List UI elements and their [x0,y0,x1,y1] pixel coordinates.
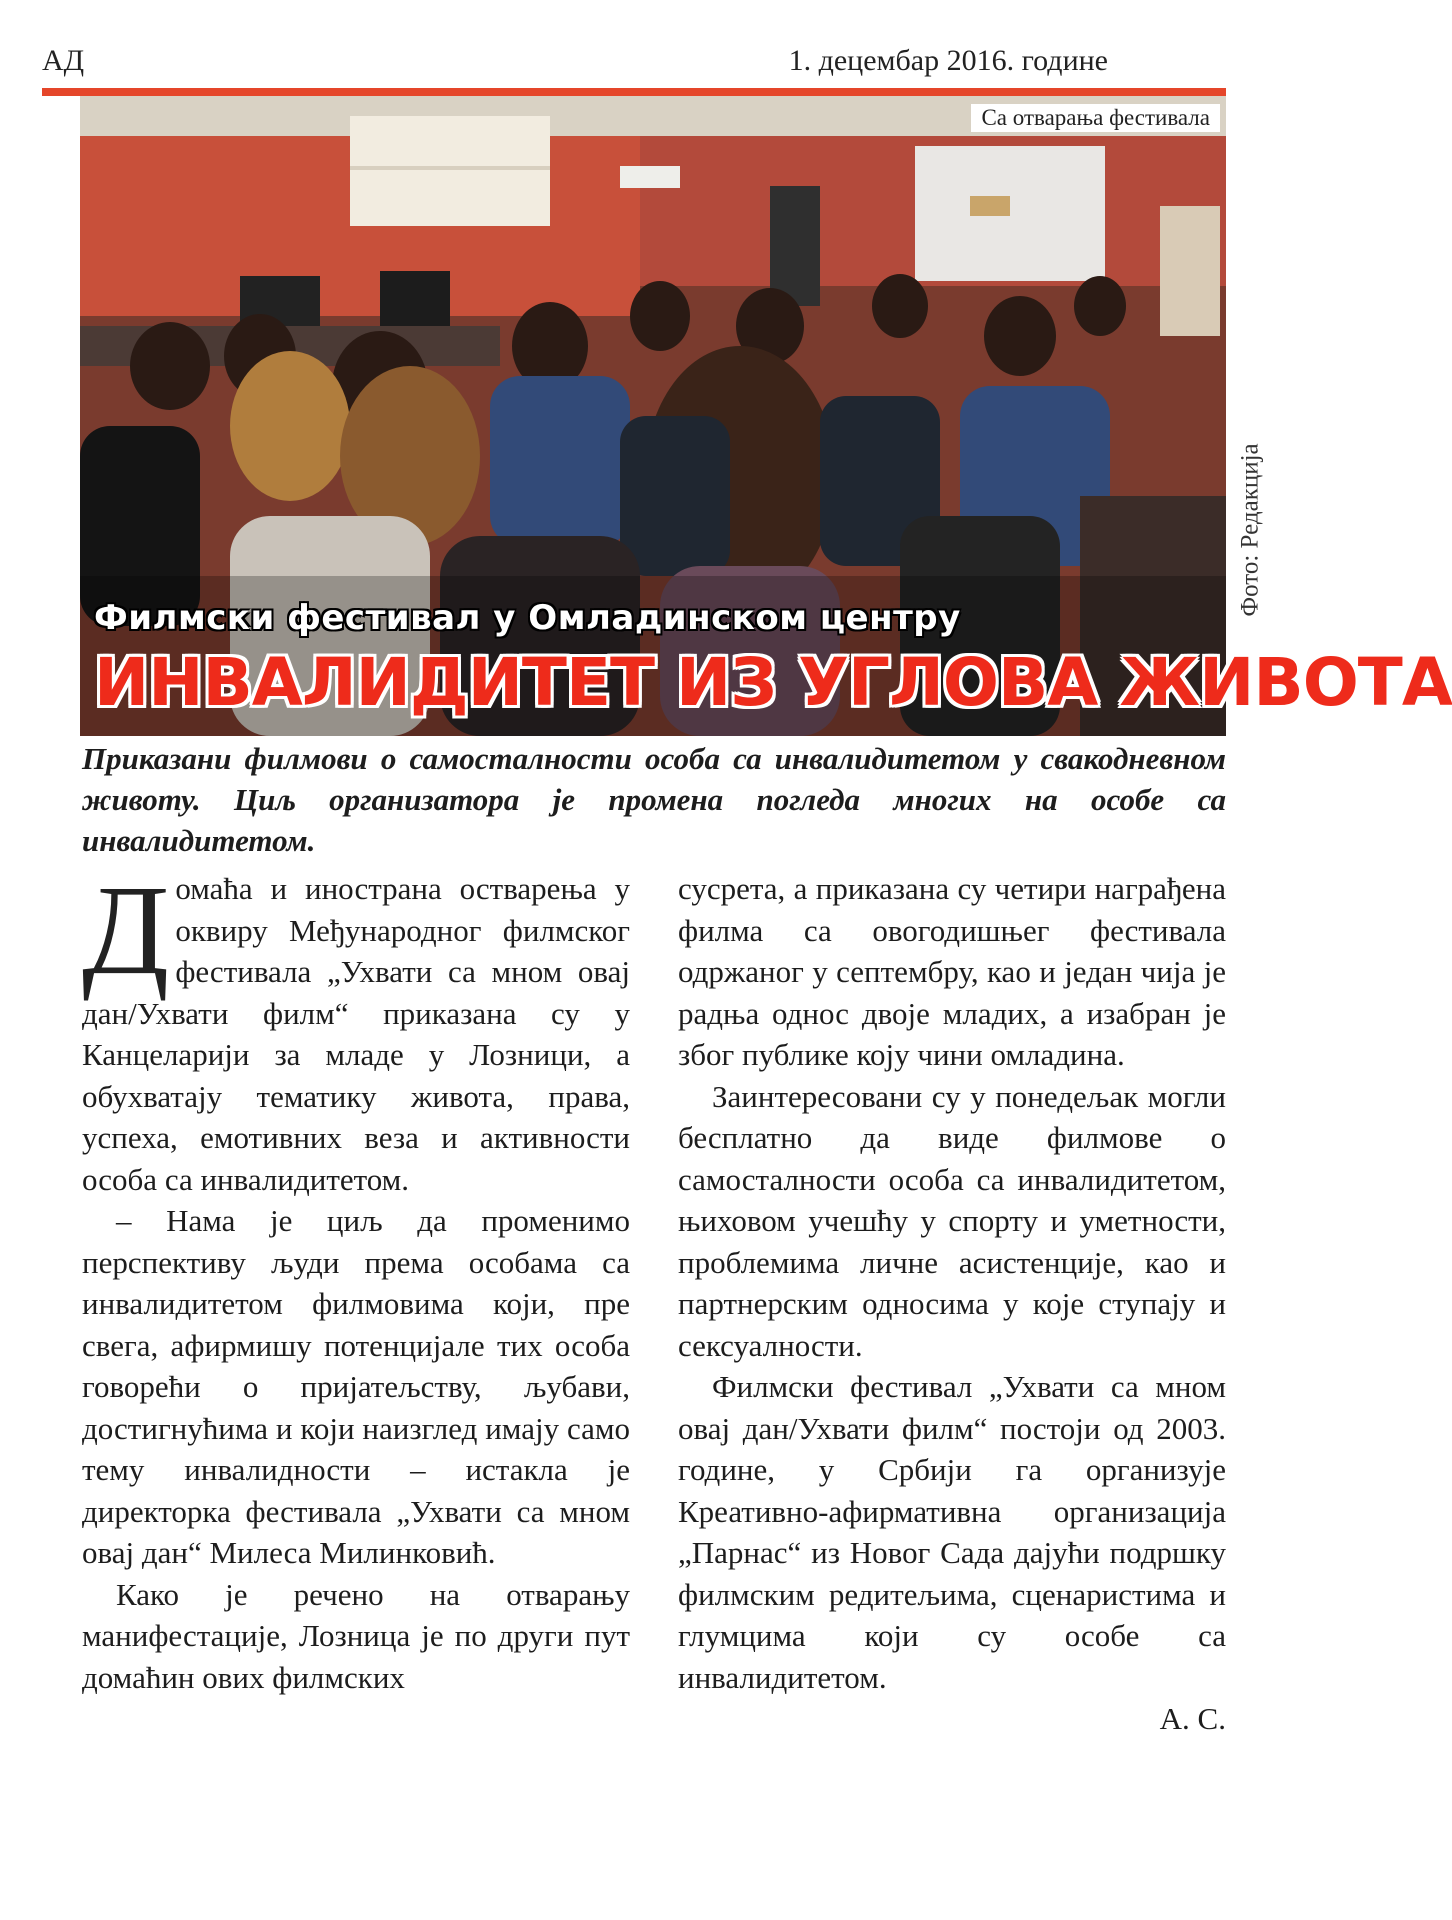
article-column-left [82,859,630,1698]
paragraph: Филмски фестивал „Ухвати са мном овај дан/Ухвати филм“ постоји од 2003. године, у Србији га организује Креативно-афирмативна организација „Парнас“ из Новог Сада дајући подршку филмским редитељима, сценаристима и глумцима који су особе са инвалидитетом. [678,1369,1226,1695]
paragraph-text: омаћа и инострана остварења у оквиру Међународног филмског фестивала „Ухвати са мном овај дан/Ухвати филм“ приказана су у Канцеларији за младе у Лозници, а обухватају тематику живота, права, успеха, емотивних веза и активности особа са инвалидитетом. [82,871,630,1197]
publication-name: АД [42,44,85,77]
drop-cap: Д [82,859,170,1001]
photo-credit [1236,420,1266,640]
article-lead: Приказани филмови о самосталности особа са инвалидитетом у свакодневном животу. Циљ организатора је промена погледа многих на особе са инвалидитетом. [82,741,1226,858]
paragraph: – Нама је циљ да променимо перспективу људи према особама са инвалидитетом филмовима који, пре свега, афирмишу потенцијале тих особа говорећи о пријатељству, љубави, достигнућима и који наизглед имају само тему инвалидности – истакла је директорка фестивала „Ухвати са мном овај дан“ Милеса Милинковић. [82,1203,630,1570]
article-column-right [678,868,1226,1740]
paragraph: сусрета, а приказана су четири награђена филма са овогодишњег фестивала одржаног у септембру, као и један чија је радња однос двоје младих, а изабран је због публике коју чини омладина. [678,871,1226,1072]
issue-date: 1. децембар 2016. године [788,44,1108,77]
article-title: ИНВАЛИДИТЕТ ИЗ УГЛОВА ЖИВОТА [94,644,1452,721]
author-signature: А. С. [1159,1701,1226,1736]
photo-credit-text: Фото: Редакција [1237,443,1265,617]
header-rule [42,88,1226,96]
article-kicker: Филмски фестивал у Омладинском центру [94,598,961,638]
photo-caption: Са отварања фестивала [971,104,1220,132]
classroom-photo-illustration [80,96,1226,736]
paragraph [82,859,630,1200]
paragraph: Заинтересовани су у понедељак могли бесплатно да виде филмове о самосталности особа са инвалидитетом, њиховом учешћу у спорту и уметности, проблемима личне асистенције, као и партнерским односима у које ступају и сексуалности. [678,1078,1226,1363]
paragraph: Како је речено на отварању манифестације, Лозница је по други пут домаћин ових филмских [82,1576,630,1695]
